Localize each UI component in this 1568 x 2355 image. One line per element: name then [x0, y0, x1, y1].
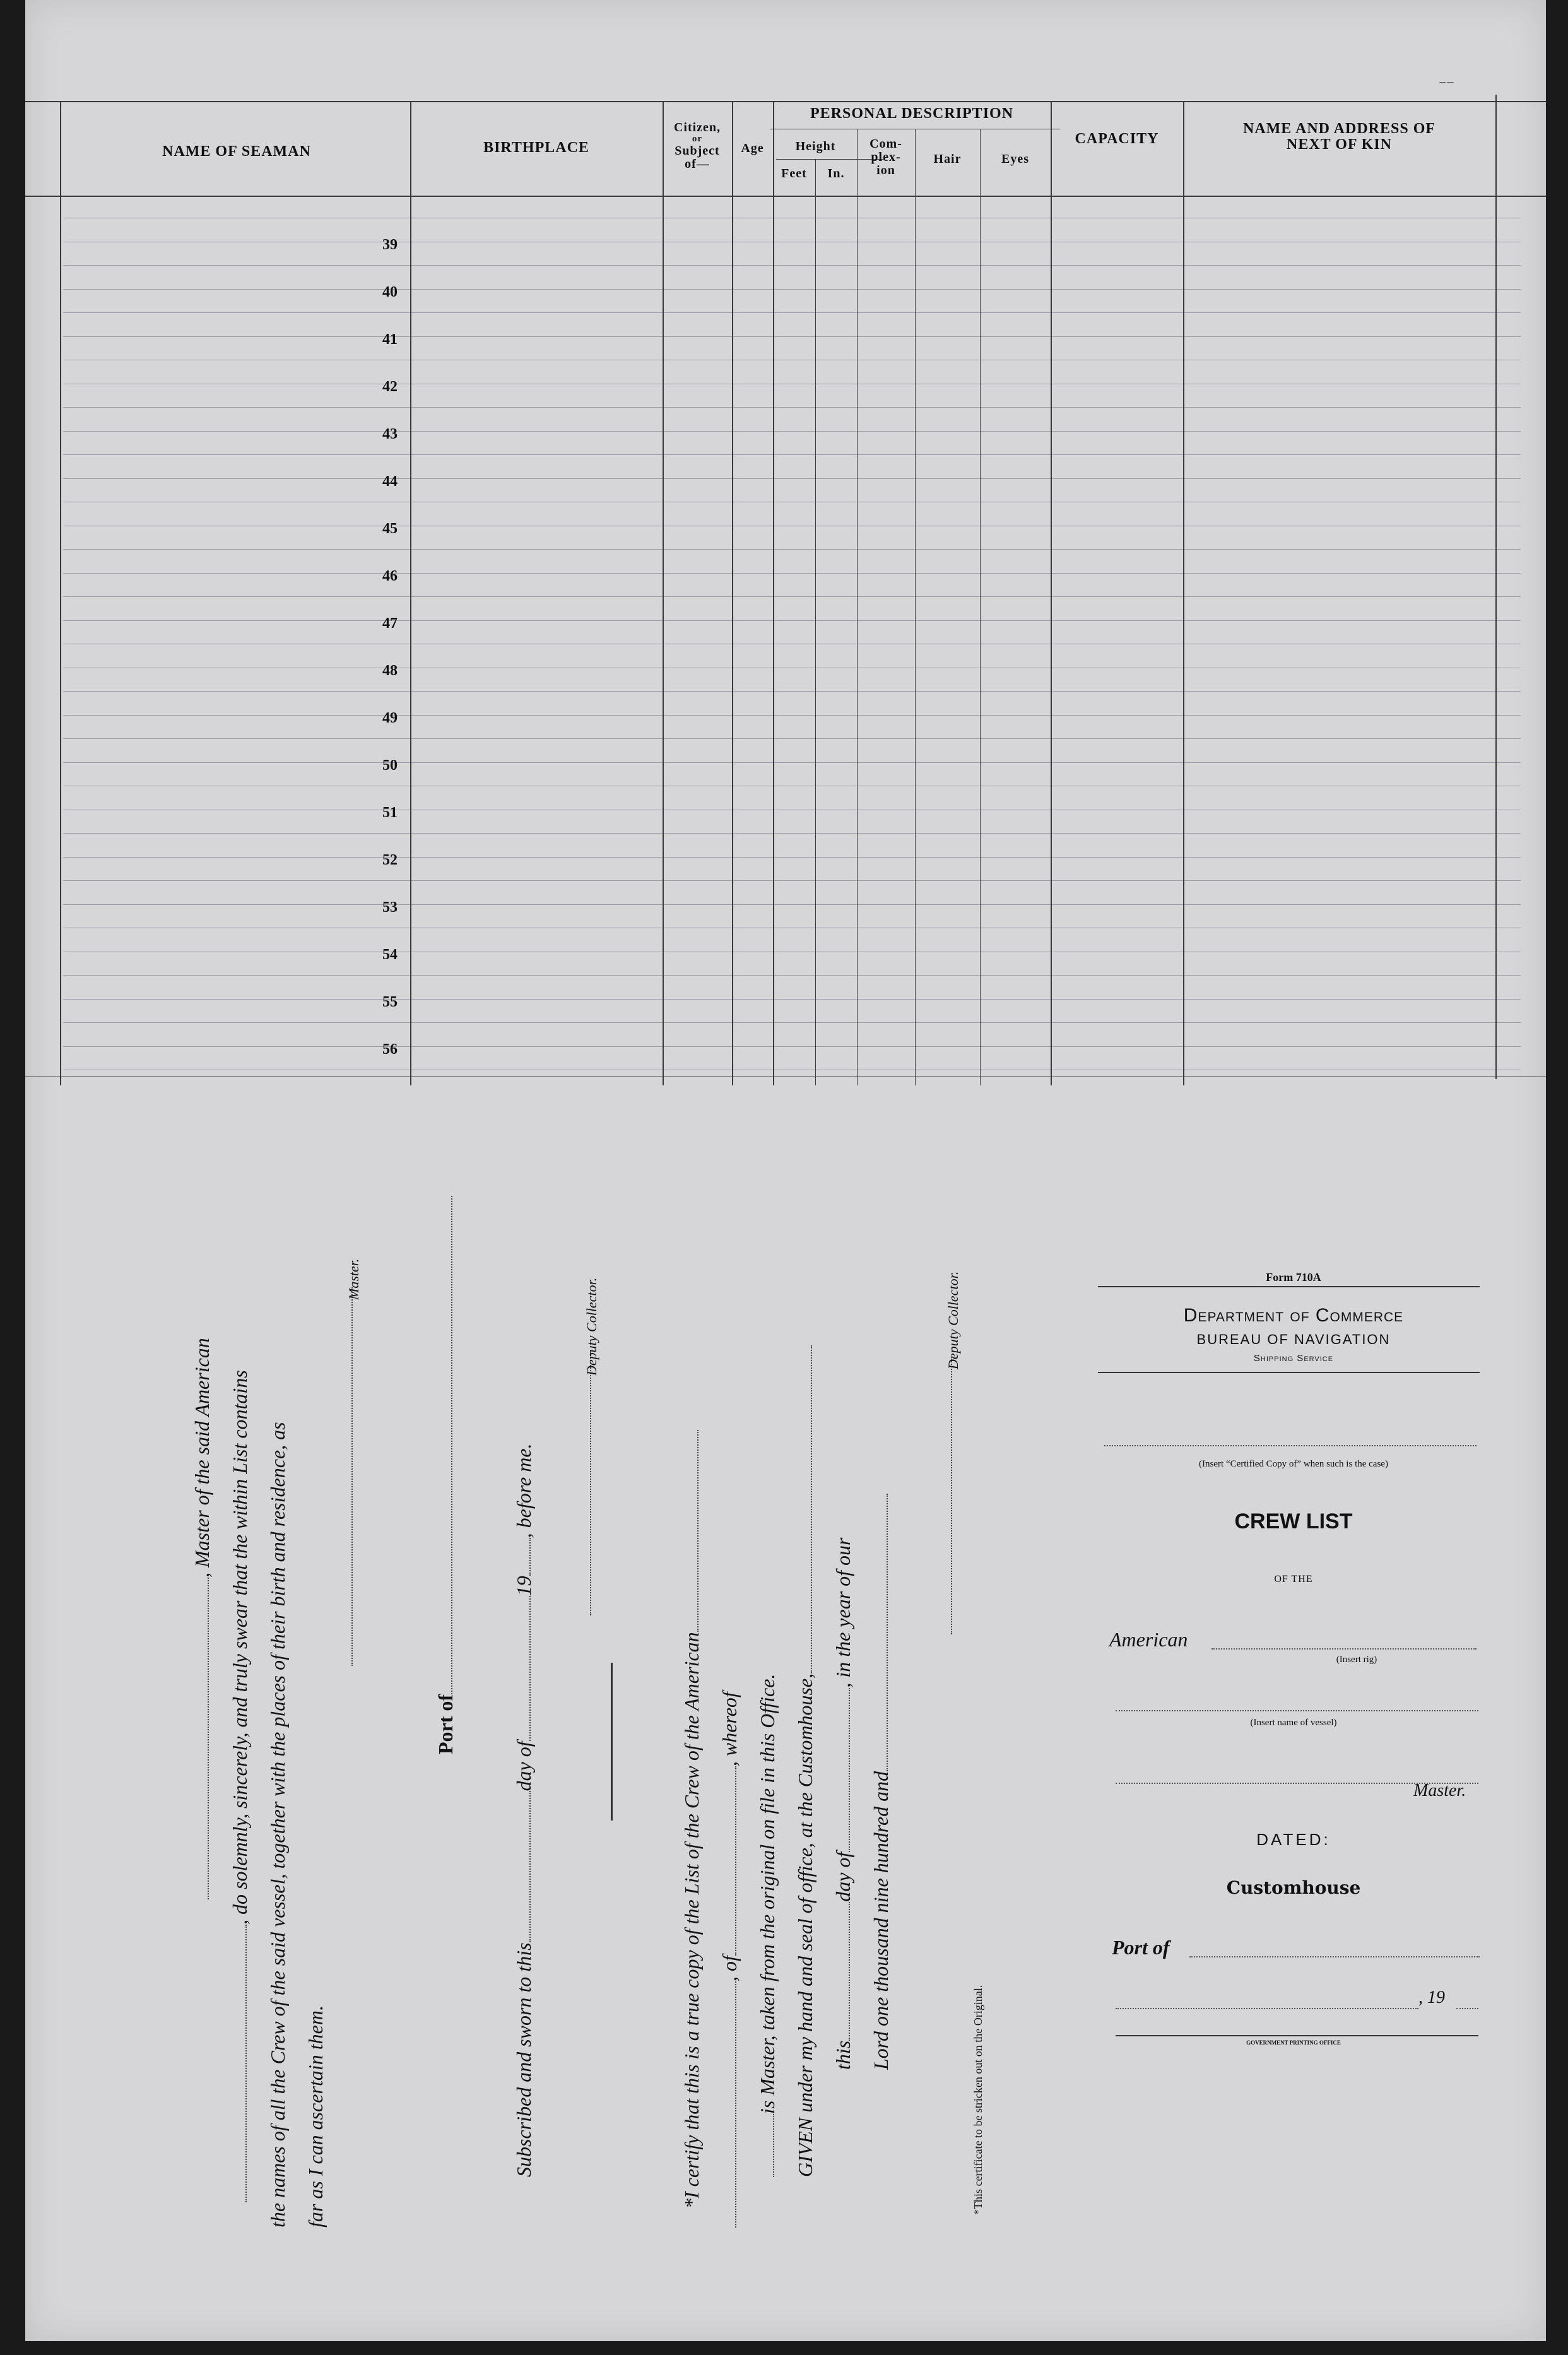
- row-number: 52: [382, 852, 398, 868]
- oath-line-2: [228, 1370, 252, 2202]
- col-border-complexion: [915, 129, 916, 1085]
- printer-mark: GOVERNMENT PRINTING OFFICE: [1246, 2039, 1341, 2046]
- oath-year-19: 19: [512, 1576, 535, 1597]
- header-citizen-line1: Citizen,: [673, 121, 721, 134]
- cert-line-1-text: *I certify that this is a true copy of the List of the Crew of the American: [680, 1632, 703, 2209]
- port-line: [1189, 1956, 1480, 1957]
- ruled-line: [63, 431, 1521, 432]
- form-rule-3: [1116, 2035, 1478, 2036]
- year-19-label: , 19: [1418, 1988, 1445, 2007]
- ruled-line: [63, 265, 1521, 266]
- crew-list-page: [25, 0, 1546, 2341]
- header-feet: Feet: [781, 167, 807, 180]
- header-complexion: [857, 138, 915, 177]
- col-border-inches: [857, 129, 858, 1085]
- cert-deputy-signature: [934, 1357, 957, 1634]
- table-top-border: [25, 101, 1546, 102]
- row-number: 40: [382, 284, 398, 300]
- row-number: 55: [382, 994, 398, 1010]
- oath-master-signature: [334, 1287, 358, 1666]
- insert-rig-note: (Insert rig): [1336, 1655, 1377, 1665]
- of-the-label: OF THE: [1274, 1574, 1313, 1585]
- oath-subscribed-line: [512, 1443, 536, 2177]
- ruled-line: [63, 407, 1521, 408]
- cert-of: , of: [718, 1956, 741, 1981]
- cert-this: this: [832, 2040, 854, 2070]
- oath-port-of-label: Port of: [434, 1694, 457, 1754]
- oath-line-3: [266, 1422, 290, 2228]
- header-inches: In.: [827, 167, 845, 180]
- american-label: American: [1109, 1628, 1188, 1651]
- row-number: 41: [382, 331, 398, 348]
- ruled-line: [63, 833, 1521, 834]
- form-number: Form 710A: [1266, 1271, 1321, 1284]
- header-complexion-line1: Com-: [869, 137, 902, 151]
- cert-line-5: [832, 1537, 855, 2070]
- department-title: Department of Commerce: [1183, 1305, 1404, 1326]
- header-personal-description: PERSONAL DESCRIPTION: [810, 105, 1014, 122]
- insert-name-note: (Insert name of vessel): [1250, 1718, 1337, 1728]
- header-capacity: CAPACITY: [1075, 131, 1159, 147]
- row-number: 44: [382, 473, 398, 490]
- row-number: 39: [382, 237, 398, 253]
- ruled-line: [63, 312, 1521, 313]
- row-number: 53: [382, 899, 398, 916]
- ruled-line: [63, 478, 1521, 479]
- row-number: 56: [382, 1041, 398, 1058]
- header-hair: Hair: [933, 152, 962, 166]
- ruled-line: [63, 691, 1521, 692]
- row-number: 46: [382, 568, 398, 584]
- crew-table: [25, 0, 1546, 1085]
- row-number: 50: [382, 757, 398, 774]
- row-number: 49: [382, 710, 398, 726]
- corner-mark: −−: [1439, 74, 1454, 90]
- row-number: 48: [382, 663, 398, 679]
- oath-line-1-text: , Master of the said American: [191, 1338, 213, 1578]
- ruled-line: [63, 975, 1521, 976]
- header-age: Age: [741, 141, 764, 155]
- ruled-line: [63, 596, 1521, 597]
- col-border-birthplace: [663, 101, 664, 1085]
- header-height: Height: [795, 139, 836, 153]
- cert-line-3-text: is Master, taken from the original on file in this Office.: [756, 1673, 779, 2114]
- oath-deputy-signature: [573, 1350, 596, 1615]
- col-border-capacity: [1183, 101, 1184, 1085]
- service-title: Shipping Service: [1253, 1353, 1334, 1364]
- row-number: 51: [382, 805, 398, 821]
- row-number: 45: [382, 521, 398, 537]
- cert-line-1: [680, 1430, 704, 2209]
- cert-line-3: [756, 1674, 779, 2177]
- oath-subscribed-text: Subscribed and sworn to this: [512, 1942, 535, 2177]
- vessel-name-line: [1116, 1710, 1478, 1711]
- date-line: [1116, 2008, 1418, 2009]
- ruled-line: [63, 999, 1521, 1000]
- oath-master-label: Master.: [346, 1258, 362, 1300]
- row-number: 43: [382, 426, 398, 442]
- header-next-of-kin-line2: NEXT OF KIN: [1286, 136, 1393, 153]
- ruled-lines: [63, 0, 1521, 1085]
- oath-line-1: [191, 1338, 214, 1899]
- header-citizen-line3: Subject: [675, 143, 720, 158]
- year-line: [1456, 2008, 1478, 2009]
- ruled-line: [63, 620, 1521, 621]
- ruled-line: [63, 715, 1521, 716]
- header-name-of-seaman: NAME OF SEAMAN: [162, 143, 311, 160]
- cert-footnote: *This certificate to be stricken out on the Original.: [972, 1985, 984, 2215]
- ruled-line: [63, 880, 1521, 881]
- cert-line-6: [869, 1494, 893, 2070]
- col-border-citizen: [732, 101, 733, 1085]
- header-citizen-line4: of—: [685, 156, 710, 171]
- col-border-age: [773, 101, 774, 1085]
- cert-line-4: [794, 1345, 817, 2177]
- cert-line-2: [718, 1692, 741, 2228]
- header-next-of-kin: [1183, 121, 1495, 153]
- dated-label: DATED:: [1256, 1830, 1331, 1849]
- header-birthplace: BIRTHPLACE: [483, 139, 589, 156]
- rig-line: [1211, 1648, 1477, 1650]
- form-rule-2: [1098, 1372, 1480, 1373]
- header-complexion-line2: plex-: [871, 150, 901, 164]
- cert-day-of: day of: [832, 1851, 854, 1902]
- row-number: 54: [382, 947, 398, 963]
- ruled-line: [63, 762, 1521, 763]
- cert-whereof: , whereof: [718, 1692, 741, 1767]
- col-border-feet: [815, 159, 816, 1085]
- cert-year-of-our: , in the year of our: [832, 1537, 854, 1688]
- certified-copy-line: [1104, 1445, 1477, 1446]
- oath-line-4-text: far as I can ascertain them.: [304, 2005, 327, 2228]
- row-number: 47: [382, 615, 398, 632]
- insert-certified-note: (Insert “Certified Copy of” when such is the case): [1199, 1459, 1388, 1469]
- separator-rule: [611, 1663, 613, 1821]
- header-citizen: [663, 121, 732, 171]
- header-bottom-border: [25, 196, 1546, 197]
- header-next-of-kin-line1: NAME AND ADDRESS OF: [1242, 121, 1436, 137]
- ruled-line: [63, 738, 1521, 739]
- oath-day-of: day of: [512, 1741, 535, 1791]
- form-rule-1: [1098, 1286, 1480, 1287]
- cert-line-4-text: GIVEN under my hand and seal of office, at the Customhouse,: [794, 1673, 816, 2177]
- oath-line-4: [304, 2005, 327, 2228]
- col-border-left: [60, 101, 61, 1085]
- cert-deputy-label: Deputy Collector.: [945, 1271, 961, 1369]
- ruled-line: [63, 1022, 1521, 1023]
- col-border-name: [410, 101, 411, 1085]
- ruled-line: [63, 573, 1521, 574]
- crew-list-title: CREW LIST: [1234, 1509, 1353, 1533]
- customhouse-label: Customhouse: [1226, 1877, 1361, 1898]
- oath-before-me: , before me.: [512, 1443, 535, 1538]
- col-border-eyes: [1051, 101, 1052, 1085]
- ruled-line: [63, 289, 1521, 290]
- cert-line-6-text: Lord one thousand nine hundred and: [869, 1771, 892, 2070]
- ruled-line: [63, 1046, 1521, 1047]
- ruled-line: [63, 454, 1521, 455]
- oath-line-3-text: the names of all the Crew of the said vessel, together with the places of their birth and residence, as: [266, 1422, 289, 2228]
- ruled-line: [63, 336, 1521, 337]
- header-citizen-line2: or: [692, 134, 703, 144]
- oath-line-2-text: , do solemnly, sincerely, and truly swear that the within List contains: [228, 1370, 251, 1925]
- oath-deputy-label: Deputy Collector.: [584, 1277, 599, 1376]
- master-label: Master.: [1413, 1781, 1466, 1800]
- header-complexion-line3: ion: [876, 163, 895, 177]
- bureau-title: BUREAU OF NAVIGATION: [1196, 1331, 1391, 1347]
- port-of-label: Port of: [1112, 1936, 1170, 1959]
- col-border-right: [1495, 95, 1497, 1079]
- row-number: 42: [382, 379, 398, 395]
- ruled-line: [63, 549, 1521, 550]
- col-border-hair: [980, 129, 981, 1085]
- ruled-line: [63, 857, 1521, 858]
- ruled-line: [63, 904, 1521, 905]
- oath-port-of: [434, 1196, 457, 1754]
- header-eyes: Eyes: [1001, 152, 1029, 166]
